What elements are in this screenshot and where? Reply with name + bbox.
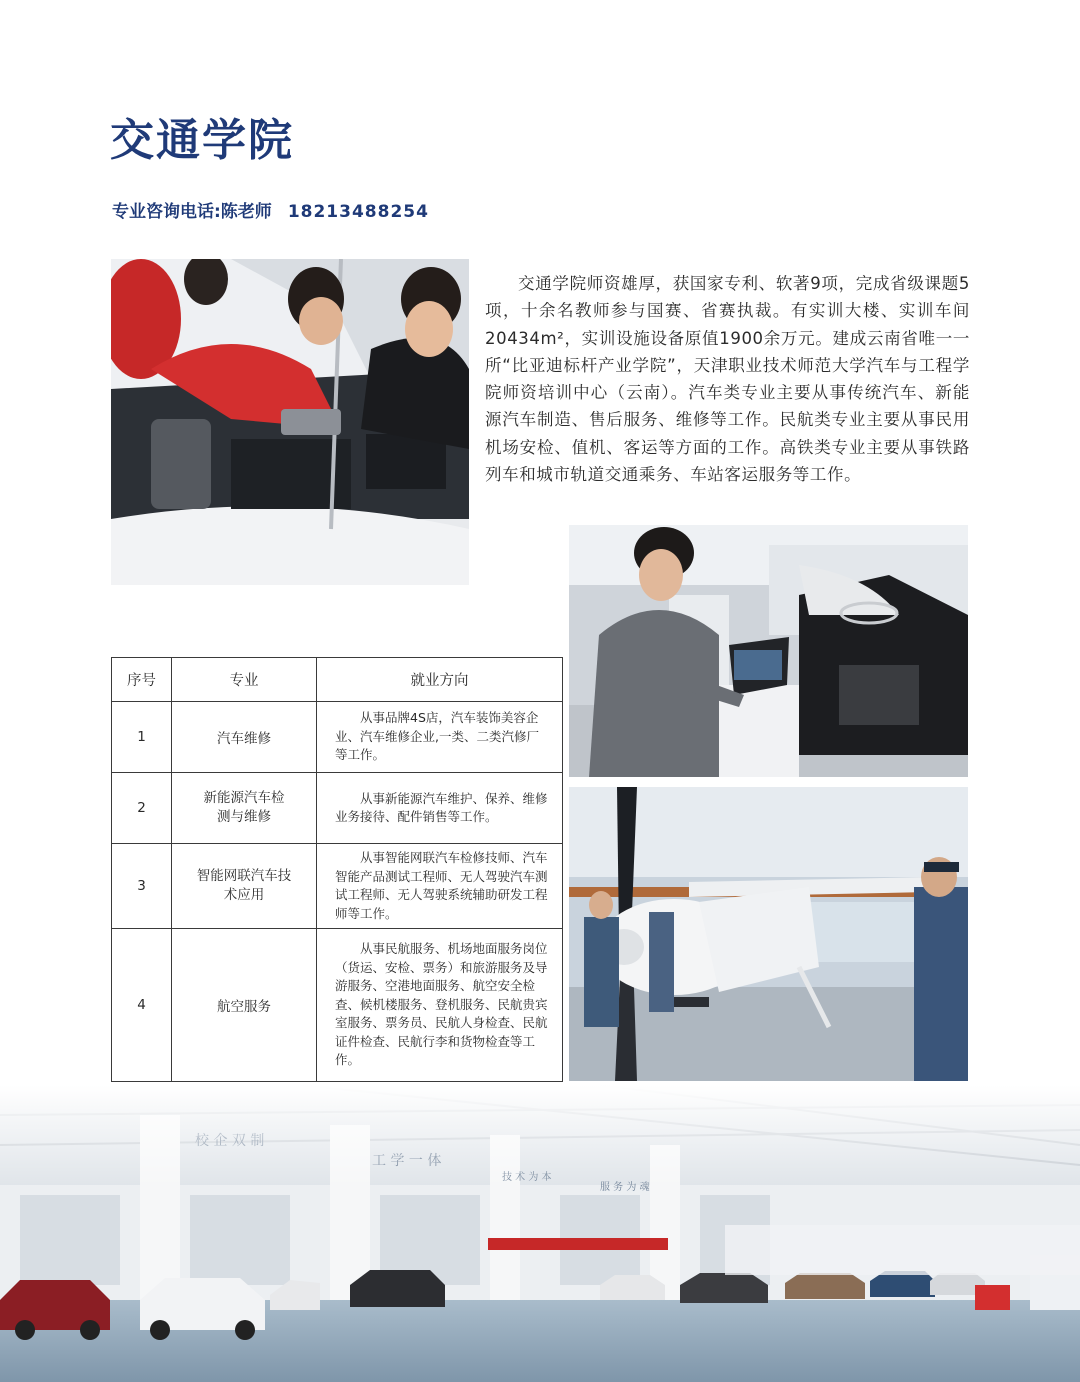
- header-employment: 就业方向: [317, 658, 563, 702]
- table-row: [112, 702, 563, 773]
- row-employment: 从事新能源汽车维护、保养、维修业务接待、配件销售等工作。: [317, 773, 563, 844]
- row-index: 3: [112, 844, 172, 929]
- intro-paragraph: 交通学院师资雄厚，获国家专利、软著9项，完成省级课题5项，十余名教师参与国赛、省赛执裁。有实训大楼、实训车间20434m²，实训设施设备原值1900余万元。建成云南省唯一一所“比亚迪标杆产业学院”，天津职业技术师范大学汽车与工程学院师资培训中心（云南）。汽车类专业主要从事传统汽车、新能源汽车制造、售后服务、维修等工作。民航类专业主要从事民用机场安检、值机、客运等方面的工作。高铁类专业主要从事铁路列车和城市轨道交通乘务、车站客运服务等工作。: [485, 274, 970, 485]
- phone-label: 专业咨询电话:陈老师: [112, 202, 272, 222]
- car-diagnostics-photo: [569, 525, 968, 777]
- table-row: [112, 773, 563, 844]
- row-employment: 从事智能网联汽车检修技师、汽车智能产品测试工程师、无人驾驶汽车测试工程师、无人驾驶系统辅助研发工程师等工作。: [317, 844, 563, 929]
- row-major: 航空服务: [172, 929, 317, 1082]
- header-major: 专业: [172, 658, 317, 702]
- employment-table: [111, 657, 563, 1082]
- row-index: 2: [112, 773, 172, 844]
- row-major: 新能源汽车检测与维修: [172, 773, 317, 844]
- engine-repair-photo: [111, 259, 469, 585]
- consult-phone: [112, 197, 429, 222]
- row-major: 汽车维修: [172, 702, 317, 773]
- row-index: 4: [112, 929, 172, 1082]
- workshop-panorama: [0, 1085, 1080, 1382]
- row-major: 智能网联汽车技术应用: [172, 844, 317, 929]
- page-title: 交通学院: [110, 115, 294, 166]
- row-employment: 从事民航服务、机场地面服务岗位（货运、安检、票务）和旅游服务及导游服务、空港地面服务、航空安全检查、候机楼服务、登机服务、民航贵宾室服务、票务员、民航人身检查、民航证件检查、民航行李和货物检查等工作。: [317, 929, 563, 1082]
- row-index: 1: [112, 702, 172, 773]
- aircraft-training-photo: [569, 787, 968, 1081]
- header-index: 序号: [112, 658, 172, 702]
- table-row: [112, 929, 563, 1082]
- phone-number: 18213488254: [287, 202, 429, 222]
- row-employment: 从事品牌4S店，汽车装饰美容企业、汽车维修企业,一类、二类汽修厂等工作。: [317, 702, 563, 773]
- table-header-row: [112, 658, 563, 702]
- table-row: [112, 844, 563, 929]
